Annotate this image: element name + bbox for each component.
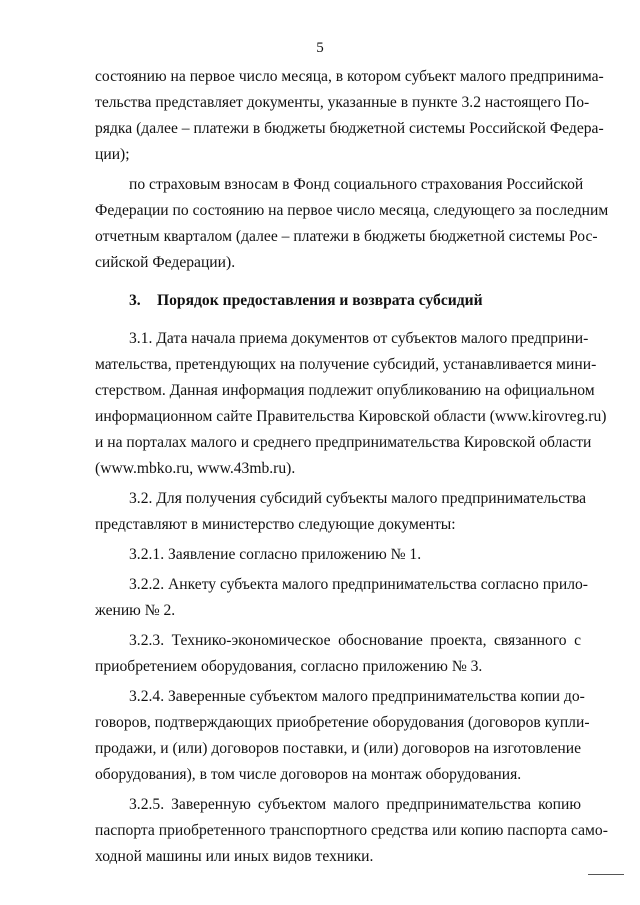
text-line: сийской Федерации). (95, 254, 236, 271)
text-line: жению № 2. (95, 602, 176, 619)
text-line: оборудования), в том числе договоров на монтаж оборудования. (95, 766, 522, 783)
footer-rule (588, 874, 624, 875)
paragraph-3-2-1 (95, 542, 581, 568)
text-line: ходной машины или иных видов техники. (95, 848, 374, 865)
text-line: продажи, и (или) договоров поставки, и (или) договоров на изготовление (95, 740, 581, 757)
text-line: говоров, подтверждающих приобретение оборудования (договоров купли- (95, 714, 590, 731)
paragraph-3-2-2 (95, 572, 588, 624)
paragraph-3-1 (95, 326, 607, 482)
text-line: рядка (далее – платежи в бюджеты бюджетной системы Российской Федера- (95, 120, 604, 137)
page-number: 5 (316, 40, 324, 56)
text-line: и на порталах малого и среднего предпринимательства Кировской области (95, 434, 592, 451)
text-line: 3.2. Для получения субсидий субъекты малого предпринимательства (129, 490, 587, 507)
text-line: отчетным кварталом (далее – платежи в бюджеты бюджетной системы Рос- (95, 228, 598, 245)
text-line: стерством. Данная информация подлежит опубликованию на официальном (95, 382, 595, 399)
document-body (95, 64, 609, 870)
text-line: мательства, претендующих на получение субсидий, устанавливается мини- (95, 356, 597, 373)
text-line: ции); (95, 146, 130, 163)
paragraph-3-2 (95, 486, 587, 538)
text-line: 3.2.2. Анкету субъекта малого предпринимательства согласно прило- (129, 576, 588, 593)
paragraph-p1 (95, 64, 604, 168)
paragraph-3-2-4 (95, 684, 590, 788)
text-line: состоянию на первое число месяца, в котором субъект малого предпринима- (95, 68, 604, 85)
text-line: представляют в министерство следующие документы: (95, 516, 456, 533)
text-line: информационном сайте Правительства Кировской области (www.kirovreg.ru) (95, 408, 607, 425)
text-line: 3.2.3. Технико-экономическое обоснование проекта, связанного с (129, 632, 581, 649)
text-line: паспорта приобретенного транспортного средства или копию паспорта само- (95, 822, 608, 839)
text-line: 3.2.5. Заверенную субъектом малого предпринимательства копию (129, 796, 581, 813)
section-number: 3. (129, 292, 141, 309)
text-line: 3.1. Дата начала приема документов от субъектов малого предприни- (129, 330, 589, 347)
text-line: Федерации по состоянию на первое число месяца, следующего за последним (95, 202, 609, 219)
text-line: по страховым взносам в Фонд социального страхования Российской (129, 176, 584, 193)
paragraph-p2 (95, 172, 609, 276)
text-line: тельства представляет документы, указанные в пункте 3.2 настоящего По- (95, 94, 590, 111)
text-line: 3.2.4. Заверенные субъектом малого предпринимательства копии до- (129, 688, 585, 705)
text-line: приобретением оборудования, согласно приложению № 3. (95, 658, 483, 675)
paragraph-3-2-5 (95, 792, 608, 870)
section-title: Порядок предоставления и возврата субсидий (157, 292, 483, 309)
section-heading (95, 288, 581, 314)
text-line: (www.mbko.ru, www.43mb.ru). (95, 460, 296, 477)
paragraph-3-2-3 (95, 628, 581, 680)
text-line: 3.2.1. Заявление согласно приложению № 1. (129, 546, 422, 563)
